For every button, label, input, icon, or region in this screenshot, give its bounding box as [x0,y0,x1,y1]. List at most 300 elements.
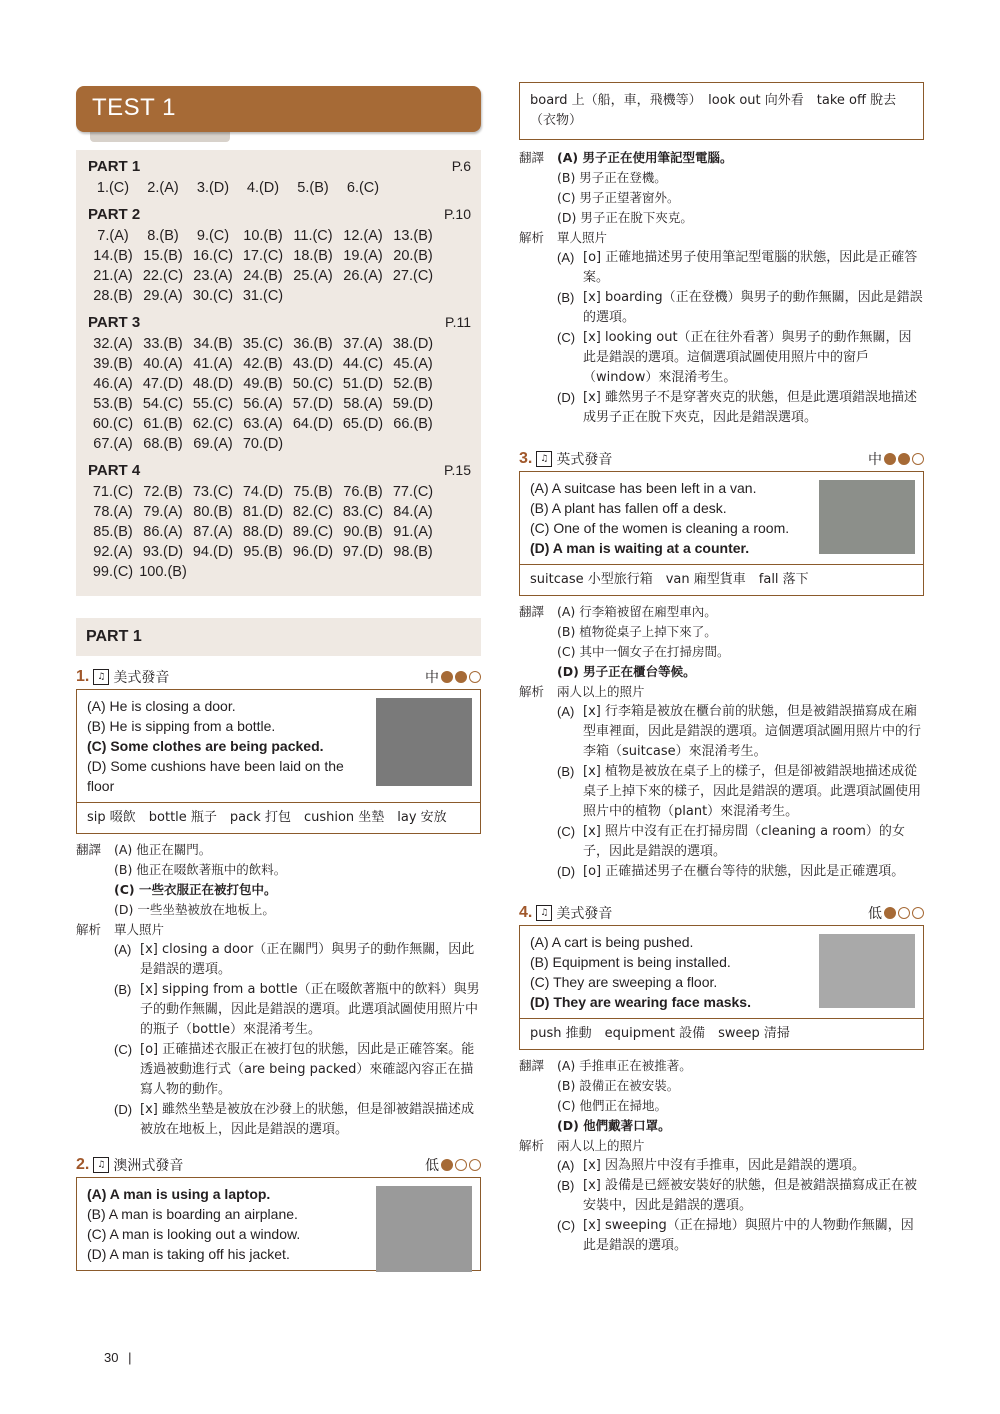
analysis-label: (D) [114,1102,133,1117]
headphone-icon: ♫ [93,669,109,685]
answer-item: 52.(B) [393,376,433,392]
q2-vocab: board 上（船，車，飛機等） look out 向外看 take off 脫去（衣物） [530,93,897,128]
analysis-block [519,1136,924,1256]
analysis-text: [x] 照片中沒有正在打掃房間（cleaning a room）的女子，因此是錯誤的選項。 [583,824,905,859]
answer-item: 9.(C) [196,228,230,244]
page-separator: | [128,1350,132,1365]
right-column [519,82,924,1256]
analysis-header [519,682,924,702]
answer-part-name: PART 1 [88,158,141,175]
translation-tag: 翻譯 [519,604,545,619]
answer-part-page: P.10 [444,206,471,222]
analysis-item [519,862,924,882]
translation-line [519,642,924,662]
analysis-type: 兩人以上的照片 [557,684,645,699]
options-list [520,926,810,1018]
translation-spacer [519,1076,557,1096]
difficulty-dot [912,453,924,465]
answer-item: 27.(C) [392,268,434,284]
translation-spacer [519,208,557,228]
option-b: (B) Equipment is being installed. [530,954,731,970]
answer-item: 45.(A) [393,356,433,372]
answer-item: 98.(B) [393,544,433,560]
analysis-label: (B) [557,290,575,305]
answer-item: 10.(B) [243,228,283,244]
answer-item: 49.(B) [243,376,283,392]
answer-part-page: P.11 [445,314,471,330]
translation-line [519,168,924,188]
answer-item: 23.(A) [193,268,233,284]
difficulty-dot [455,671,467,683]
translation-spacer [519,188,557,208]
option-c: (C) A man is looking out a window. [87,1226,301,1242]
translation-text: (D) 他們戴著口罩。 [557,1118,671,1133]
question-number: 3. [519,449,533,467]
translation-block [519,148,924,228]
translation-line [519,1076,924,1096]
answer-grid [88,226,471,306]
translation-text: (C) 其中一個女子在打掃房間。 [557,644,730,659]
option-d: (D) They are wearing face masks. [530,994,751,1010]
answer-item: 82.(C) [292,504,334,520]
answer-item: 46.(A) [93,376,133,392]
analysis-label: (C) [557,330,576,345]
answer-item: 79.(A) [143,504,183,520]
test-banner [76,86,481,146]
translation-line [76,880,481,900]
analysis-item [519,1176,924,1216]
option-a: (A) A man is using a laptop. [87,1186,271,1202]
headphone-icon: ♫ [536,451,552,467]
answer-part-header [88,158,471,178]
translation-text: (A) 男子正在使用筆記型電腦。 [557,150,733,165]
translation-text: (B) 植物從桌子上掉下來了。 [557,624,717,639]
option-d: (D) Some cushions have been laid on the floor [87,758,344,794]
analysis-item [519,288,924,328]
translation-text: (A) 他正在關門。 [114,842,212,857]
analysis-text: [x] closing a door（正在關門）與男子的動作無關，因此是錯誤的選項。 [140,942,475,977]
answer-item: 96.(D) [292,544,334,560]
question-1 [76,664,481,1140]
analysis-item [76,940,481,980]
q2-vocab-box [519,82,924,140]
difficulty-dot [469,671,481,683]
answer-item: 11.(C) [293,228,333,244]
analysis-header [519,228,924,248]
test-title: TEST 1 [92,94,176,121]
difficulty-label: 中 [425,669,439,686]
answer-item: 7.(A) [97,228,129,244]
answer-item: 50.(C) [292,376,334,392]
translation-spacer [76,900,114,920]
difficulty-dot [469,1159,481,1171]
answer-item: 69.(A) [193,436,233,452]
answer-item: 85.(B) [93,524,133,540]
difficulty-dot [898,907,910,919]
translation-line [519,1116,924,1136]
question-photo [376,698,472,786]
accent-label: 美式發音 [556,905,613,922]
analysis-item [519,328,924,388]
analysis-label: (B) [557,1178,575,1193]
answer-item: 66.(B) [393,416,433,432]
answer-item: 33.(B) [143,336,183,352]
answer-item: 26.(A) [343,268,383,284]
answer-item: 14.(B) [93,248,133,264]
analysis-item [76,980,481,1040]
answer-item: 41.(A) [193,356,233,372]
answer-item: 24.(B) [243,268,283,284]
page-number [104,1350,131,1365]
question-header [519,446,924,472]
answer-item: 53.(B) [93,396,133,412]
analysis-label: (B) [114,982,132,997]
answer-item: 43.(D) [292,356,334,372]
left-column [76,86,481,1271]
answer-item: 56.(A) [243,396,283,412]
analysis-item [76,1040,481,1100]
analysis-block [519,682,924,882]
analysis-block [519,228,924,428]
translation-line [519,1056,924,1076]
section-title: PART 1 [76,618,481,656]
answer-item: 84.(A) [393,504,433,520]
translation-text: (D) 男子正在脫下夾克。 [557,210,693,225]
translation-block [76,840,481,920]
analysis-text: [x] 植物是被放在桌子上的樣子，但是卻被錯誤地描述成從桌子上掉下來的樣子，因此是錯誤的選項。此選項試圖使用照片中的植物（plant）來混淆考生。 [583,764,922,819]
difficulty-dot [884,907,896,919]
question-header [76,1152,481,1178]
analysis-label: (C) [557,1218,576,1233]
question-header [76,664,481,690]
option-c: (C) Some clothes are being packed. [87,738,324,754]
answer-grid [88,482,471,582]
answer-item: 73.(C) [192,484,234,500]
translation-text: (B) 他正在啜飲著瓶中的飲料。 [114,862,287,877]
option-a: (A) A cart is being pushed. [530,934,694,950]
options-box [76,690,481,834]
answer-item: 39.(B) [93,356,133,372]
analysis-text: [x] 設備是已經被安裝好的狀態，但是被錯誤描寫成正在被安裝中，因此是錯誤的選項。 [583,1178,917,1213]
analysis-label: (B) [557,764,575,779]
answer-item: 92.(A) [93,544,133,560]
translation-line [519,148,924,168]
translation-spacer [76,860,114,880]
translation-tag: 翻譯 [76,842,102,857]
answer-item: 40.(A) [143,356,183,372]
accent-label: 澳洲式發音 [113,1157,184,1174]
translation-spacer [519,1096,557,1116]
answer-item: 91.(A) [393,524,433,540]
analysis-header [519,1136,924,1156]
translation-text: (B) 男子正在登機。 [557,170,667,185]
analysis-label: (D) [557,390,576,405]
answer-item: 90.(B) [343,524,383,540]
answer-item: 17.(C) [242,248,284,264]
question-header-left [519,903,612,923]
question-number: 4. [519,903,533,921]
answer-item: 57.(D) [292,396,334,412]
options-list [520,472,810,564]
analysis-type: 單人照片 [114,922,165,937]
difficulty-dot [898,453,910,465]
option-a: (A) A suitcase has been left in a van. [530,480,757,496]
answer-item: 44.(C) [342,356,384,372]
question-header-left [519,449,612,469]
answer-item: 99.(C) [92,564,134,580]
answer-item: 83.(C) [342,504,384,520]
answer-part-name: PART 4 [88,462,141,479]
answer-item: 34.(B) [193,336,233,352]
answer-item: 67.(A) [93,436,133,452]
answer-item: 88.(D) [242,524,284,540]
answer-item: 6.(C) [346,180,380,196]
translation-spacer [519,168,557,188]
answer-item: 20.(B) [393,248,433,264]
answer-item: 48.(D) [192,376,234,392]
analysis-type: 單人照片 [557,230,608,245]
analysis-item [519,1216,924,1256]
difficulty-rating [425,1155,481,1175]
analysis-label: (D) [557,864,576,879]
answer-item: 1.(C) [96,180,130,196]
answer-item: 86.(A) [143,524,183,540]
option-b: (B) A man is boarding an airplane. [87,1206,298,1222]
analysis-text: [x] 因為照片中沒有手推車，因此是錯誤的選項。 [583,1158,865,1173]
translation-text: (D) 一些坐墊被放在地板上。 [114,902,275,917]
analysis-type: 兩人以上的照片 [557,1138,645,1153]
translation-block [519,1056,924,1136]
difficulty-rating [868,449,924,469]
analysis-tag: 解析 [519,1138,545,1153]
page-number-text: 30 [104,1350,119,1365]
translation-line [76,900,481,920]
question-photo [376,1186,472,1272]
question-photo [819,480,915,554]
answer-item: 72.(B) [143,484,183,500]
analysis-block [76,920,481,1140]
answer-item: 75.(B) [293,484,333,500]
answer-item: 59.(D) [392,396,434,412]
difficulty-rating [425,667,481,687]
question-4 [519,900,924,1256]
answer-part-header [88,206,471,226]
analysis-label: (C) [114,1042,133,1057]
answer-item: 93.(D) [142,544,184,560]
translation-block [519,602,924,682]
translation-line [519,602,924,622]
analysis-text: [x] 雖然坐墊是被放在沙發上的狀態，但是卻被錯誤描述成被放在地板上，因此是錯誤的選項。 [140,1102,474,1137]
difficulty-label: 中 [868,451,882,468]
answer-item: 64.(D) [292,416,334,432]
answer-item: 25.(A) [293,268,333,284]
answer-item: 80.(B) [193,504,233,520]
difficulty-label: 低 [868,905,882,922]
answer-item: 89.(C) [292,524,334,540]
answer-item: 63.(A) [243,416,283,432]
vocabulary: sip 啜飲 bottle 瓶子 pack 打包 cushion 坐墊 lay 安放 [77,802,480,833]
answer-part-name: PART 2 [88,206,141,223]
translation-text: (B) 設備正在被安裝。 [557,1078,680,1093]
analysis-text: [x] sweeping（正在掃地）與照片中的人物動作無關，因此是錯誤的選項。 [583,1218,914,1253]
analysis-text: [o] 正確地描述男子使用筆記型電腦的狀態，因此是正確答案。 [583,250,918,285]
difficulty-dot [441,671,453,683]
question-number: 2. [76,1155,90,1173]
translation-spacer [519,622,557,642]
answer-item: 70.(D) [242,436,284,452]
analysis-text: [o] 正確描述衣服正在被打包的狀態，因此是正確答案。能透過被動進行式（are being packed）來確認內容正在描寫人物的動作。 [140,1042,475,1097]
answer-item: 28.(B) [93,288,133,304]
answer-item: 74.(D) [242,484,284,500]
answer-item: 61.(B) [143,416,183,432]
answer-item: 38.(D) [392,336,434,352]
question-header-left [76,667,169,687]
analysis-label: (A) [114,942,132,957]
analysis-item [519,762,924,822]
analysis-item [519,388,924,428]
analysis-item [519,248,924,288]
answer-item: 87.(A) [193,524,233,540]
answer-item: 71.(C) [92,484,134,500]
analysis-text: [x] sipping from a bottle（正在啜飲著瓶中的飲料）與男子的動作無關，因此是錯誤的選項。此選項試圖使用照片中的瓶子（bottle）來混淆考生。 [140,982,480,1037]
translation-spacer [519,662,557,682]
translation-line [519,662,924,682]
answer-item: 30.(C) [192,288,234,304]
answer-part-name: PART 3 [88,314,141,331]
answer-item: 95.(B) [243,544,283,560]
analysis-text: [x] looking out（正在往外看著）與男子的動作無關，因此是錯誤的選項。這個選項試圖使用照片中的窗戶（window）來混淆考生。 [583,330,912,385]
answer-part [88,206,471,306]
analysis-text: [x] boarding（正在登機）與男子的動作無關，因此是錯誤的選項。 [583,290,923,325]
answer-item: 100.(B) [139,564,187,580]
question-number: 1. [76,667,90,685]
answer-item: 35.(C) [242,336,284,352]
options-box [76,1178,481,1271]
answer-grid [88,178,471,198]
question-photo [819,934,915,1008]
translation-line [519,208,924,228]
answer-item: 29.(A) [143,288,183,304]
option-c: (C) One of the women is cleaning a room. [530,520,790,536]
answer-item: 22.(C) [142,268,184,284]
answer-part [88,314,471,454]
answer-item: 51.(D) [342,376,384,392]
translation-line [519,622,924,642]
accent-label: 英式發音 [556,451,613,468]
analysis-tag: 解析 [519,230,545,245]
answer-item: 4.(D) [246,180,280,196]
answer-item: 97.(D) [342,544,384,560]
answer-item: 8.(B) [147,228,179,244]
translation-spacer [519,642,557,662]
option-d: (D) A man is waiting at a counter. [530,540,750,556]
analysis-tag: 解析 [76,922,102,937]
translation-tag: 翻譯 [519,150,545,165]
answer-part [88,158,471,198]
answer-part-header [88,462,471,482]
translation-text: (D) 男子正在櫃台等候。 [557,664,696,679]
translation-spacer [76,880,114,900]
analysis-label: (A) [557,250,575,265]
translation-line [519,1096,924,1116]
difficulty-rating [868,903,924,923]
answer-item: 94.(D) [192,544,234,560]
answer-grid [88,334,471,454]
answer-key [76,150,481,596]
option-b: (B) He is sipping from a bottle. [87,718,276,734]
translation-line [76,840,481,860]
answer-item: 3.(D) [196,180,230,196]
answer-item: 21.(A) [93,268,133,284]
answer-item: 32.(A) [93,336,133,352]
translation-text: (A) 手推車正在被推著。 [557,1058,692,1073]
translation-text: (C) 一些衣服正在被打包中。 [114,882,277,897]
difficulty-dot [912,907,924,919]
question-2 [76,1152,481,1271]
option-d: (D) A man is taking off his jacket. [87,1246,290,1262]
headphone-icon: ♫ [93,1157,109,1173]
analysis-label: (A) [557,704,575,719]
analysis-label: (A) [557,1158,575,1173]
options-box [519,926,924,1050]
answer-item: 77.(C) [392,484,434,500]
answer-item: 12.(A) [343,228,383,244]
translation-spacer [519,1116,557,1136]
option-b: (B) A plant has fallen off a desk. [530,500,727,516]
answer-item: 65.(D) [342,416,384,432]
answer-item: 42.(B) [243,356,283,372]
answer-item: 47.(D) [142,376,184,392]
answer-item: 5.(B) [297,180,329,196]
answer-item: 13.(B) [393,228,433,244]
translation-tag: 翻譯 [519,1058,545,1073]
difficulty-dot [441,1159,453,1171]
analysis-tag: 解析 [519,684,545,699]
answer-item: 78.(A) [93,504,133,520]
vocabulary: push 推動 equipment 設備 sweep 清掃 [520,1018,923,1049]
answer-part [88,462,471,582]
answer-item: 15.(B) [143,248,183,264]
answer-item: 54.(C) [142,396,184,412]
answer-item: 55.(C) [192,396,234,412]
answer-item: 58.(A) [343,396,383,412]
answer-item: 18.(B) [293,248,333,264]
accent-label: 美式發音 [113,669,170,686]
analysis-header [76,920,481,940]
options-box [519,472,924,596]
answer-item: 2.(A) [147,180,179,196]
vocabulary: suitcase 小型旅行箱 van 廂型貨車 fall 落下 [520,564,923,595]
answer-item: 37.(A) [343,336,383,352]
analysis-text: [x] 雖然男子不是穿著夾克的狀態，但是此選項錯誤地描述成男子正在脫下夾克，因此是錯誤選項。 [583,390,917,425]
analysis-item [76,1100,481,1140]
headphone-icon: ♫ [536,905,552,921]
answer-item: 19.(A) [343,248,383,264]
question-header-left [76,1155,183,1175]
translation-text: (C) 男子正望著窗外。 [557,190,680,205]
difficulty-dot [884,453,896,465]
answer-item: 76.(B) [343,484,383,500]
question-3 [519,446,924,882]
answer-item: 16.(C) [192,248,234,264]
analysis-text: [o] 正確描述男子在櫃台等待的狀態，因此是正確選項。 [583,864,905,879]
answer-item: 60.(C) [92,416,134,432]
option-c: (C) They are sweeping a floor. [530,974,718,990]
answer-item: 62.(C) [192,416,234,432]
question-2-explanation [519,148,924,428]
analysis-item [519,702,924,762]
translation-line [519,188,924,208]
